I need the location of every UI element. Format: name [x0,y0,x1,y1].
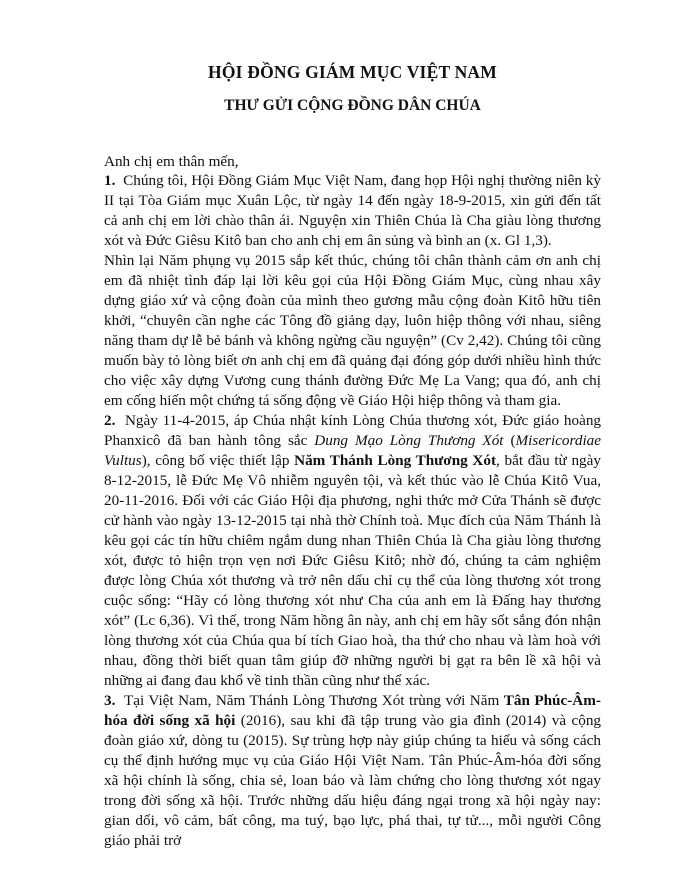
section-number: 2. [104,412,116,429]
year-theme-bold: Tân Phúc-Âm-hóa đời sống xã hội [104,692,601,729]
document-title-italic: Dung Mạo Lòng Thương Xót [314,432,504,449]
paragraph-2: Nhìn lại Năm phụng vụ 2015 sắp kết thúc, chúng tôi chân thành cảm ơn anh chị em đã nhiệt tình đáp lại lời kêu gọi của Hội Đồng Giám Mục, cùng nhau xây dựng giáo xứ và cộng đoàn của mình theo gương mẫu cộng đoàn Kitô hữu tiên khởi, “chuyên cần nghe các Tông đồ giảng dạy, luôn hiệp thông với nhau, siêng năng tham dự lễ bẻ bánh và không ngừng cầu nguyện” (Cv 2,42). Chúng tôi cũng muốn bày tỏ lòng biết ơn anh chị em đã quảng đại đóng góp dưới nhiều hình thức cho việc xây dựng Vương cung thánh đường Đức Mẹ La Vang; qua đó, anh chị em cống hiến một chứng tá sống động về Giáo Hội hiệp thông và tham gia. [104,252,601,409]
section-2-text: Ngày 11-4-2015, áp Chúa nhật kính Lòng Chúa thương xót, Đức giáo hoàng Phanxicô đã ban hành tông sắc [104,412,602,449]
section-3-paragraph [104,691,601,851]
section-2-text: ), công bố việc thiết lập [141,452,295,469]
section-1-paragraph [104,171,601,251]
section-2-paragraph [104,411,601,691]
doc-title: HỘI ĐỒNG GIÁM MỤC VIỆT NAM [208,62,497,82]
section-number: 3. [104,692,116,709]
jubilee-name-bold: Năm Thánh Lòng Thương Xót [294,452,497,469]
section-2-text: ( [503,432,516,449]
section-number: 1. [104,172,116,189]
section-2-text: , bắt đầu từ ngày 8-12-2015, lễ Đức Mẹ Vô nhiễm nguyên tội, và kết thúc vào lễ Chúa Kitô Vua, 20-11-2016. Đối với các Giáo Hội địa phương, nghi thức mở Cửa Thánh sẽ được cử hành vào ngày 13-12-2015 tại nhà thờ Chính toà. Mục đích của Năm Thánh là kêu gọi các tín hữu chiêm ngắm dung nhan Thiên Chúa là Cha giàu lòng thương xót, được tỏ hiện trọn vẹn nơi Đức Giêsu Kitô; nhờ đó, chúng ta cảm nghiệm được lòng Chúa xót thương và trở nên dấu chỉ cụ thể của lòng thương xót trong cuộc sống: “Hãy có lòng thương xót như Cha của anh em là Đấng hay thương xót” (Lc 6,36). Vì thế, trong Năm hồng ân này, anh chị em hãy sốt sắng đón nhận lòng thương xót của Chúa qua bí tích Giao hoà, tha thứ cho nhau và làm hoà với nhau, đồng thời biết quan tâm giúp đỡ những người bị gạt ra bên lề xã hội và những ai đang đau khổ về tinh thần cũng như thể xác. [104,452,601,689]
doc-subtitle: THƯ GỬI CỘNG ĐỒNG DÂN CHÚA [224,97,481,114]
section-1-text: Chúng tôi, Hội Đồng Giám Mục Việt Nam, đang họp Hội nghị thường niên kỳ II tại Tòa Giám mục Xuân Lộc, từ ngày 14 đến ngày 18-9-2015, xin gửi đến tất cả anh chị em lời chào thân ái. Nguyện xin Thiên Chúa là Cha giàu lòng thương xót và Đức Giêsu Kitô ban cho anh chị em ân sủng và bình an (x. Gl 1,3). [104,172,601,249]
section-3-text: Tại Việt Nam, Năm Thánh Lòng Thương Xót trùng với Năm [124,692,504,709]
latin-title-italic: Misericordiae Vultus [104,432,602,469]
section-3-text: (2016), sau khi đã tập trung vào gia đình (2014) và cộng đoàn giáo xứ, dòng tu (2015). Sự trùng hợp này giúp chúng ta hiểu và sống cách cụ thể định hướng mục vụ của Giáo Hội Việt Nam. Tân Phúc-Âm-hóa đời sống xã hội chính là sống, chia sẻ, loan báo và làm chứng cho lòng thương xót ngay trong đời sống xã hội. Trước những dấu hiệu đáng ngại trong xã hội ngày nay: gian dối, vô cảm, bất công, ma tuý, bạo lực, phá thai, tự tử..., mỗi người Công giáo phải trở [104,712,602,849]
greeting: Anh chị em thân mến, [104,153,239,170]
